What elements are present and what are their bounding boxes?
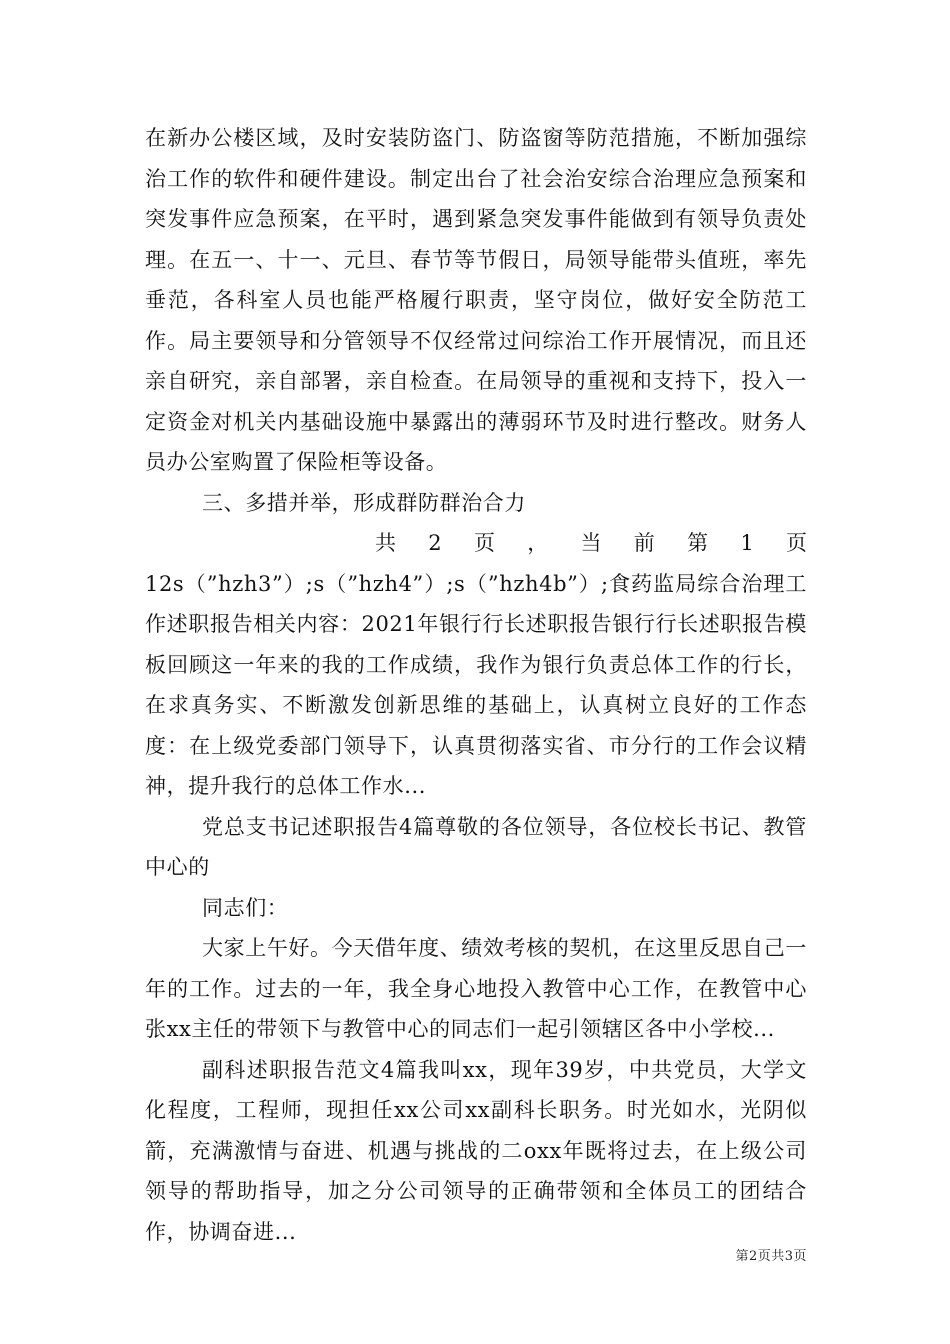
inline-page-indicator bbox=[145, 523, 807, 564]
pager-char: 页 bbox=[473, 531, 495, 555]
pager-char: 1 bbox=[740, 531, 754, 555]
paragraph-related-content: 12s（”hzh3”）;s（”hzh4”）;s（”hzh4b”）;食药监局综合治理工作述职报告相关内容：2021年银行行长述职报告银行行长述职报告模板回顾这一年来的我的工作成绩，我作为银行负责总体工作的行长，在求真务实、不断激发创新思维的基础上，认真树立良好的工作态度：在上级党委部门领导下，认真贯彻落实省、市分行的工作会议精神，提升我行的总体工作水... bbox=[145, 571, 807, 798]
document-body bbox=[145, 118, 807, 1252]
pager-char: ， bbox=[527, 531, 549, 555]
section-heading: 三、多措并举，形成群防群治合力 bbox=[202, 490, 526, 515]
pager-char: 当 bbox=[580, 531, 602, 555]
pager-char: 第 bbox=[687, 531, 709, 555]
paragraph-opening-remarks: 大家上午好。今天借年度、绩效考核的契机，在这里反思自己一年的工作。过去的一年，我全身心地投入教管中心工作，在教管中心张xx主任的带领下与教管中心的同志们一起引领辖区各中小学校... bbox=[145, 936, 807, 1041]
pager-char: 前 bbox=[633, 531, 655, 555]
paragraph-deputy-report: 副科述职报告范文4篇我叫xx，现年39岁，中共党员，大学文化程度，工程师，现担任xx公司xx副科长职务。时光如水，光阴似箭，充满激情与奋进、机遇与挑战的二oxx年既将过去，在上级公司领导的帮助指导，加之分公司领导的正确带领和全体员工的团结合作，协调奋进... bbox=[145, 1057, 807, 1244]
pager-char: 2 bbox=[428, 531, 442, 555]
paragraph-party-secretary-report: 党总支书记述职报告4篇尊敬的各位领导，各位校长书记、教管中心的 bbox=[145, 814, 807, 879]
pager-char: 页 bbox=[786, 531, 807, 555]
page-footer: 第2页共3页 bbox=[735, 1249, 807, 1264]
paragraph-greeting: 同志们： bbox=[202, 895, 289, 920]
paragraph-security-measures: 在新办公楼区域，及时安装防盗门、防盗窗等防范措施，不断加强综治工作的软件和硬件建设。制定出台了社会治安综合治理应急预案和突发事件应急预案，在平时，遇到紧急突发事件能做到有领导负责处理。在五一、十一、元旦、春节等节假日，局领导能带头值班，率先垂范，各科室人员也能严格履行职责，坚守岗位，做好安全防范工作。局主要领导和分管领导不仅经常过问综治工作开展情况，而且还亲自研究，亲自部署，亲自检查。在局领导的重视和支持下，投入一定资金对机关内基础设施中暴露出的薄弱环节及时进行整改。财务人员办公室购置了保险柜等设备。 bbox=[145, 126, 807, 474]
pager-char: 共 bbox=[375, 531, 396, 555]
